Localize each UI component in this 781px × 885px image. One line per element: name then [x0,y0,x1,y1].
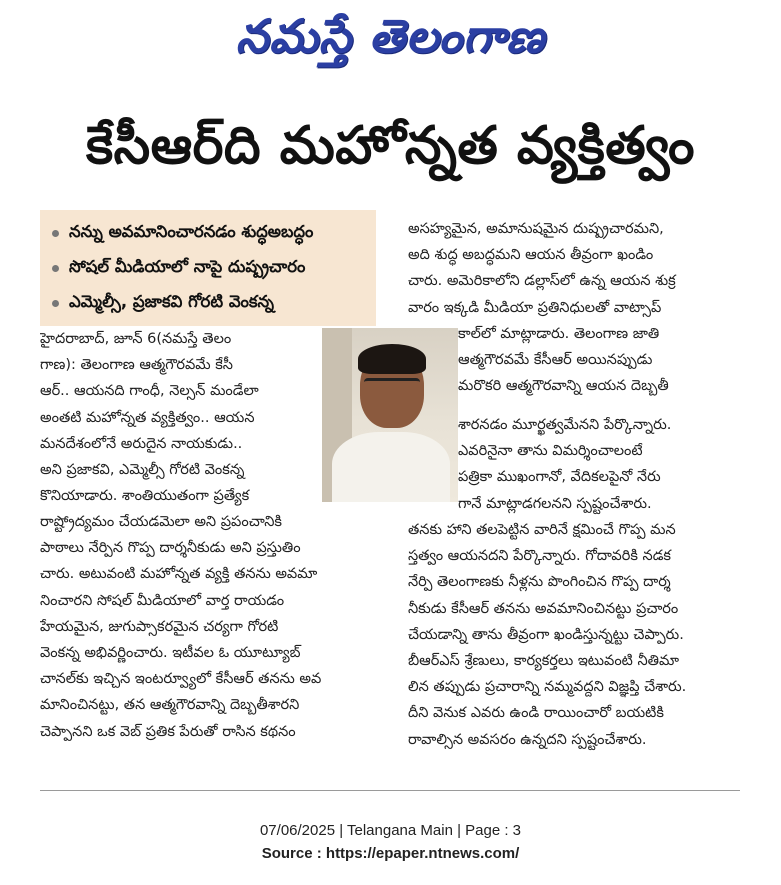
article-line: శారనడం మూర్ఖత్వమేనని పేర్కొన్నారు. [458,417,672,433]
highlight-text: నన్ను అవమానించారనడం శుద్ధఅబద్ధం [69,222,314,241]
highlight-item [52,216,370,251]
article-column-right-bottom [408,517,753,753]
article-line: చానల్‌కు ఇచ్చిన ఇంటర్వ్యూలో కేసీఆర్ తనను అవ [40,671,322,688]
article-line: పత్రికా ముఖంగానో, వేదికలపైనో నేరు [458,469,661,486]
article-column-right-mid [458,412,748,517]
article-line: హైదరాబాద్, జూన్ 6(నమస్తే తెలం [40,331,232,347]
highlight-item [52,251,370,286]
article-line: స్తత్వం ఆయనదని పేర్కొన్నారు. గోదావరికి నడక [408,548,671,565]
article-column-left-wide [40,509,393,745]
article-line: అని ప్రజాకవి, ఎమ్మెల్సీ గోరటి వెంకన్న [40,462,245,479]
article-line: వారం ఇక్కడి మీడియా ప్రతినిధులతో వాట్సాప్ [408,299,662,316]
article-line: ఎవరినైనా తాను విమర్శించాలంటే [458,443,643,460]
highlight-text: ఎమ్మెల్సీ, ప్రజాకవి గోరటి వెంకన్న [69,292,275,311]
article-line: హేయమైన, జుగుప్సాకరమైన చర్యగా గోరటి [40,618,279,635]
article-column-left-top [40,326,314,509]
footer-source-line: Source : https://epaper.ntnews.com/ [261,845,520,862]
article-line: రావాల్సిన అవసరం ఉన్నదని స్పష్టంచేశారు. [408,731,647,748]
highlight-item [52,286,370,321]
bullet-icon [52,230,59,237]
article-line: చెప్పానని ఒక వెబ్ ప్రతిక పేరుతో రాసిన కథనం [40,723,296,740]
bullet-icon [52,265,59,272]
article-line: లిన తప్పుడు ప్రచారాన్ని నమ్మవద్దని విజ్ఞప్తి చేశారు. [408,679,687,696]
footer-divider [40,790,740,791]
article-line: నించారని సోషల్ మీడియాలో వార్త రాయడం [40,592,285,609]
article-line: పాఠాలు నేర్పిన గొప్ప దార్శనీకుడు అని ప్రస్తుతిం [40,540,301,557]
footer-date-line: 07/06/2025 | Telangana Main | Page : 3 [259,822,522,839]
highlight-text: సోషల్ మీడియాలో నాపై దుష్ప్రచారం [69,257,306,276]
article-headline: కేసీఆర్‌ది మహోన్నత వ్యక్తిత్వం [85,116,696,176]
article-line: గాణ): తెలంగాణ ఆత్మగౌరవమే కేసీ [40,357,233,374]
article-line: కొనియాడారు. శాంతియుతంగా ప్రత్యేక [40,488,250,505]
article-line: తనకు హాని తలపెట్టిన వారినే క్షమించే గొప్ప మన [408,522,676,538]
article-line: అంతటి మహోన్నత వ్యక్తిత్వం.. ఆయన [40,409,255,426]
article-line: గానే మాట్లాడగలనని స్పష్టంచేశారు. [458,495,652,512]
article-line: మరొకరి ఆత్మగౌరవాన్ని ఆయన దెబ్బతీ [458,378,669,395]
article-line: వెంకన్న అభివర్ణించారు. ఇటీవల ఓ యూట్యూబ్ [40,645,301,662]
article-line: నేర్పి తెలంగాణకు నీళ్లను పొంగించిన గొప్ప దార్శ [408,574,671,591]
article-line: కాల్‌లో మాట్లాడారు. తెలంగాణ జాతి [458,325,660,342]
article-line: ఆత్మగౌరవమే కేసీఆర్ అయినప్పుడు [458,352,653,369]
article-column-right-top [408,216,753,399]
article-line: ఆర్.. ఆయనది గాంధీ, నెల్సన్ మండేలా [40,383,259,400]
article-line: దీని వెనుక ఎవరు ఉండి రాయించారో బయటికి [408,705,664,722]
highlights-box [40,210,376,326]
article-line: చేయడాన్ని తాను తీవ్రంగా ఖండిస్తున్నట్టు చెప్పారు. [408,626,684,643]
masthead [0,0,781,72]
article-line: మానించినట్టు, తన ఆత్మగౌరవాన్ని దెబ్బతీశారని [40,697,300,714]
article-line: అసహ్యమైన, అమానుషమైన దుష్ప్రచారమని, [408,221,664,237]
article-line: మనదేశంలోనే అరుదైన నాయకుడు.. [40,435,243,452]
article-line: రాష్ట్రోద్యమం చేయడమెలా అని ప్రపంచానికి [40,514,282,530]
bullet-icon [52,300,59,307]
article-line: చారు. అటువంటి మహోన్నత వ్యక్తి తనను అవమా [40,566,318,583]
article-line: బీఆర్‌ఎస్ శ్రేణులు, కార్యకర్తలు ఇటువంటి నీతిమా [408,653,679,670]
article-line: చారు. అమెరికాలోని డల్లాస్‌లో ఉన్న ఆయన శుక్ర [408,273,676,290]
article-line: నీకుడు కేసీఆర్ తనను అవమానించినట్టు ప్రచారం [408,600,679,617]
newspaper-logo: నమస్తే తెలంగాణ [235,9,546,63]
article-line: అది శుద్ధ అబద్ధమని ఆయన తీవ్రంగా ఖండిం [408,247,654,264]
